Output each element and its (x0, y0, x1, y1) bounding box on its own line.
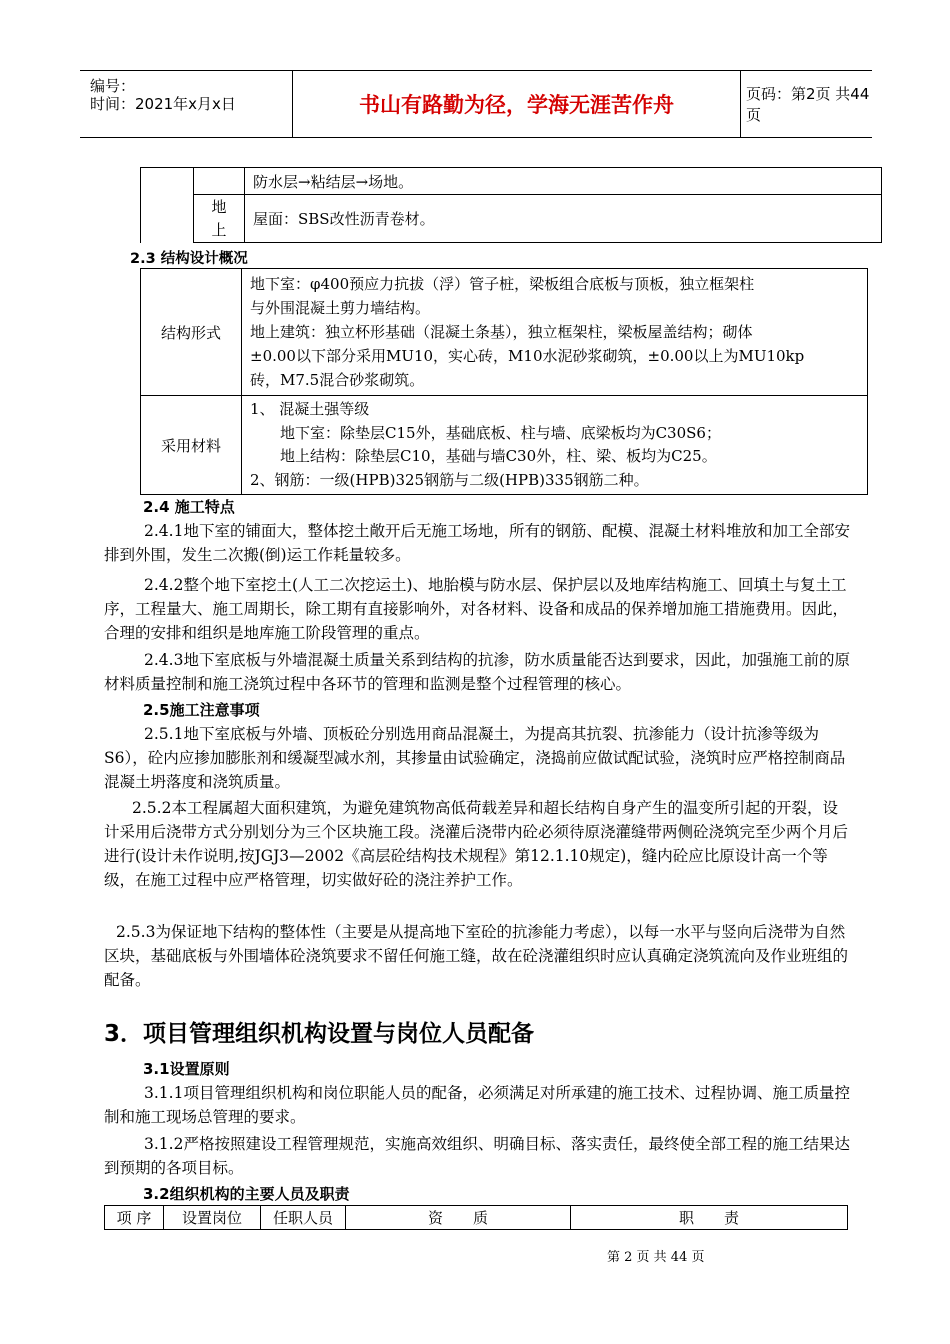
table1-row2-label: 地 上 (194, 195, 245, 243)
materials-table-continued (140, 167, 882, 243)
structure-content: 地下室：φ400预应力抗拔（浮）管子桩，梁板组合底板与顶板，独立框架柱 与外围混凝土剪力墙结构。 地上建筑：独立杯形基础（混凝土条基），独立框架柱，梁板屋盖结构；砌体 ±0.00以下部分采用MU10，实心砖，M10水泥砂浆砌筑，±0.00以上为MU10kp 砖，M7.5混合砂浆砌筑。 (242, 269, 868, 396)
col-header-index: 项 序 (105, 1206, 164, 1230)
col-header-personnel: 任职人员 (261, 1206, 346, 1230)
table1-row2-text: 屋面：SBS改性沥青卷材。 (245, 195, 882, 243)
table1-row1-text: 防水层→粘结层→场地。 (245, 168, 882, 195)
doc-date: 时间：2021年x月x日 (90, 95, 236, 113)
staff-table-header (104, 1205, 848, 1230)
col-header-qualification: 资 质 (346, 1206, 571, 1230)
paragraph-2-5-3: 2.5.3为保证地下结构的整体性（主要是从提高地下室砼的抗渗能力考虑），以每一水平与竖向后浇带为自然区块，基础底板与外围墙体砼浇筑要求不留任何施工缝，故在砼浇灌组织时应认真确定浇筑流向及作业班组的配备。 (104, 923, 849, 989)
col-header-position: 设置岗位 (164, 1206, 261, 1230)
header-left (80, 71, 290, 137)
doc-code-label: 编号： (90, 77, 136, 95)
page-header (80, 70, 872, 138)
col-header-duty: 职 责 (571, 1206, 848, 1230)
section-heading-2-3: 2.3 结构设计概况 (130, 251, 248, 267)
header-page-info: 页码：第2页 共44页 (746, 85, 870, 124)
page-footer: 第 2 页 共 44 页 (607, 1250, 705, 1265)
paragraph-2-4-2: 2.4.2整个地下室挖土(人工二次挖运土)、地胎模与防水层、保护层以及地库结构施工、回填土与复土工序，工程量大、施工周期长，除工期有直接影响外，对各材料、设备和成品的保养增加施工措施费用。因此，合理的安排和组织是地库施工阶段管理的重点。 (104, 576, 849, 642)
structure-label: 结构形式 (141, 269, 242, 396)
section-heading-2-4: 2.4 施工特点 (143, 498, 235, 516)
structure-table (140, 268, 868, 495)
paragraph-3-1-2: 3.1.2严格按照建设工程管理规范，实施高效组织、明确目标、落实责任，最终使全部工程的施工结果达到预期的各项目标。 (104, 1135, 850, 1177)
section-heading-3-1: 3.1设置原则 (143, 1060, 230, 1078)
material-content: 1、 混凝土强等级 地下室：除垫层C15外，基础底板、柱与墙、底梁板均为C30S6； 地上结构：除垫层C10，基础与墙C30外，柱、梁、板均为C25。 2、钢筋：一级(HPB)325钢筋与二级(HPB)335钢筋二种。 (242, 396, 868, 495)
paragraph-3-1-1: 3.1.1项目管理组织机构和岗位职能人员的配备，必须满足对所承建的施工技术、过程协调、施工质量控制和施工现场总管理的要求。 (104, 1084, 850, 1126)
paragraph-2-4-1: 2.4.1地下室的铺面大，整体挖土敞开后无施工场地，所有的钢筋、配模、混凝土材料堆放和加工全部安排到外围，发生二次搬(倒)运工作耗量较多。 (104, 522, 850, 564)
section-heading-3-2: 3.2组织机构的主要人员及职责 (143, 1185, 350, 1203)
chapter-heading-3: 3．项目管理组织机构设置与岗位人员配备 (104, 1021, 535, 1047)
header-slogan: 书山有路勤为径，学海无涯苦作舟 (292, 71, 741, 137)
paragraph-2-5-2: 2.5.2本工程属超大面积建筑，为避免建筑物高低荷载差异和超长结构自身产生的温变所引起的开裂，设计采用后浇带方式分别划分为三个区块施工段。浇灌后浇带内砼必须待原浇灌缝带两侧砼浇筑完至少两个月后进行(设计未作说明,按JGJ3—2002《高层砼结构技术规程》第12.1.10规定)，缝内砼应比原设计高一个等级，在施工过程中应严格管理，切实做好砼的浇注养护工作。 (104, 799, 849, 889)
paragraph-2-4-3: 2.4.3地下室底板与外墙混凝土质量关系到结构的抗渗，防水质量能否达到要求，因此，加强施工前的原材料质量控制和施工浇筑过程中各环节的管理和监测是整个过程管理的核心。 (104, 651, 850, 693)
paragraph-2-5-1: 2.5.1地下室底板与外墙、顶板砼分别选用商品混凝土，为提高其抗裂、抗渗能力（设计抗渗等级为S6），砼内应掺加膨胀剂和缓凝型减水剂，其掺量由试验确定，浇捣前应做试配试验，浇筑时应严格控制商品混凝土坍落度和浇筑质量。 (104, 725, 846, 791)
section-heading-2-5: 2.5施工注意事项 (143, 701, 260, 719)
table1-empty-cell (141, 168, 194, 243)
table1-empty-cell-2 (194, 168, 245, 195)
material-label: 采用材料 (141, 396, 242, 495)
